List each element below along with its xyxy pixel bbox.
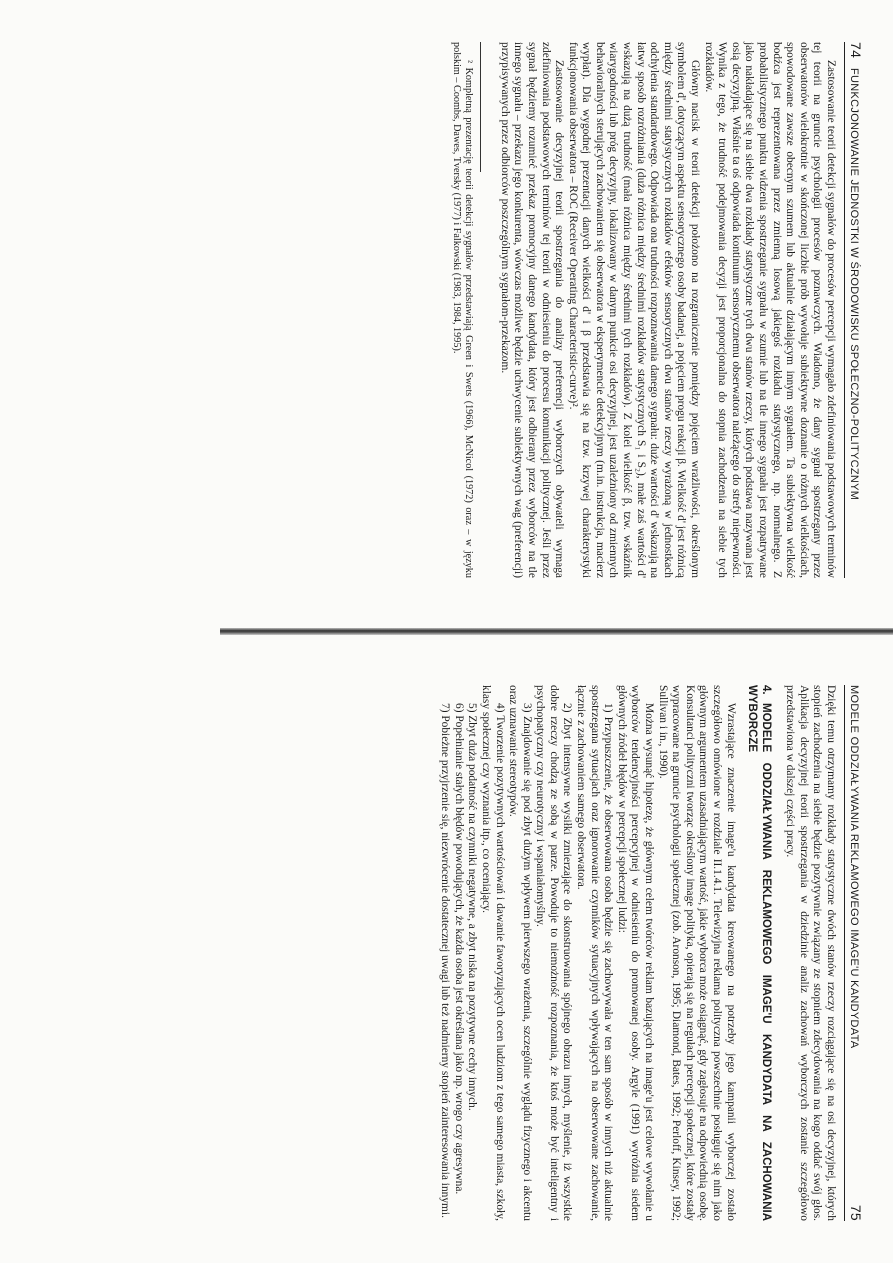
running-head-75 — [844, 685, 867, 1221]
list-item: 6) Popełnianie stałych błędów powodujących, że każda osoba jest określana jako np. wrogo czy agresywna. — [452, 703, 465, 1195]
paragraph: Zastosowanie decyzyjnej teorii spostrzegania do analizy preferencji wyborczych obywateli wymaga zdefiniowania podstawowych terminów tej teorii w odniesieniu do procesu komunikacji politycznej. Jeśli przez sygnał będziemy rozumieć przekaz promocyjny danego kandydata, który jest odbierany przez wyborców na tle innego sygnału – przekazu jego konkurenta, wówczas możliwe będzie uchwycenie subiektywnych wag (preferencji) przypisywanych przez odbiorców poszczególnym sygnałom-przekazom. — [498, 42, 566, 578]
footnote: ² Kompletną prezentację teorii detekcji sygnałów przedstawiają Green i Swets (1966), McNicol (1972) oraz – w języku polskim – Coombs, Dawes, Tversky (1977) i Falkowski (1983, 1984, 1995). — [450, 42, 475, 578]
list-item: 2) Zbyt intensywne wysiłki zmierzające do skonstruowania spójnego obrazu innych, myślenie, iż wszystkie dobre rzeczy chodzą ze sobą w parze. Powoduje to niemożność rozpoznania, że ktoś może być inteligentny i psychopatyczny czy neurotyczny i wspaniałomyślny. — [534, 685, 574, 1221]
page-75 — [0, 643, 893, 1263]
page-75-body — [20, 685, 837, 1221]
running-head-title: FUNKCJONOWANIE JEDNOSTKI W ŚRODOWISKU SPOŁECZNO-POLITYCZNYM — [848, 68, 860, 501]
list-item: 7) Pobieżne przyjrzenie się, niezwrócenie dostatecznej uwagi lub też nadmierny stopień zainteresowania innymi. — [439, 703, 452, 1218]
paragraph: Wzrastające znaczenie image'u kandydata kreowanego na potrzeby jego kampanii wyborczej zostało szczegółowo omówione w rozdziale II.1.4.1. Telewizyjna reklama polityczna powszechnie posługuje się nim jako głównym argumentem uzasadniającym wartość, jakie wyborca może osiągnąć, gdy zagłosuje na odpowiednią osobę. Konsultanci polityczni tworząc określony image polityka, opierają się na regułach percepcji społecznej, które zostały wypracowane na gruncie psychologii społecznej (zob. Aronson, 1995; Diamond, Bates, 1992; Perloff, Kinsey, 1992; Sullivan i in., 1990). — [656, 685, 737, 1221]
section-title: MODELE ODDZIAŁYWANIA REKLAMOWEGO IMAGE'U KANDYDATA NA ZACHOWANIA WYBORCZE — [745, 685, 772, 1221]
footnote-rule — [480, 42, 481, 172]
list-item: 5) Zbyt duża podatność na czynniki negatywne, a zbyt niska na pozytywne cechy innych. — [466, 703, 479, 1111]
paragraph: Główny nacisk w teorii detekcji położono na rozgraniczenie pomiędzy pojęciem wrażliwości, określonym symbolem d', dotyczącym aspektu sensorycznego osoby badanej, a pojęciem progu reakcji β. Wielkość d' jest różnicą między średnimi statystycznych rozkładów efektów sensorycznych dwu stanów rzeczy wyrażoną w jednostkach odchylenia standardowego. Odpowiada ona trudności rozpoznawania danego sygnału: duże wartości d' wskazują na łatwy sposób rozróżniania (duża różnica między średnimi rozkładów statystycznych S₁ i S₂), małe zaś wartości d' wskazują na dużą trudność (mała różnica między średnimi tych rozkładów). Z kolei wielkość β, tzw. wskaźnik wiarygodności lub próg decyzyjny, lokalizowany w danym punkcie osi decyzyjnej, jest uzależniony od zmiennych behawioralnych sterujących zachowaniem się obserwatora w eksperymencie detekcyjnym (m.in. instrukcja, macierz wypłat). Dla wygodnej prezentacji danych wielkości d' i β przedstawia się na tzw. krzywej charakterystyki funkcjonowania obserwatora – ROC (Receiver Operating Characteristic-curve)². — [566, 42, 702, 578]
page-74-body — [20, 42, 837, 578]
list-item: 3) Znajdowanie się pod zbyt dużym wpływem pierwszego wrażenia, szczególnie wyglądu fizycznego i akcentu oraz uznawanie stereotypów. — [507, 685, 533, 1221]
paragraph: Zastosowanie teorii detekcji sygnałów do procesów percepcji wymagało zdefiniowania podstawowych terminów tej teorii na gruncie psychologii procesów poznawczych. Wiadomo, że dany sygnał spostrzegany przez obserwatorów wielokrotnie w skończonej liczbie prób wywołuje subiektywne doznanie o różnych wielkościach, spowodowane zawsze obecnym szumem lub aktualnie działającym innym sygnałem. Ta subiektywna wielkość bodźca jest reprezentowana przez zmienną losową jakiegoś rozkładu statystycznego, np. normalnego. Z probabilistycznego punktu widzenia spostrzeganie sygnału w szumie lub na tle innego sygnału jest rozpatrywane jako nakładające się na siebie dwa rozkłady statystyczne tych dwu stanów rzeczy, których podstawa nazywana jest osią decyzyjną. Właśnie ta oś odpowiada kontinuum sensorycznemu obserwatora należącego do strefy niepewności. Wynika z tego, że trudność podejmowania decyzji jest proporcjonalna do stopnia zachodzenia na siebie tych rozkładów. — [702, 42, 837, 578]
page-number: 75 — [848, 1204, 864, 1221]
list-item: 4) Tworzenie pozytywnych wartościowań i dawanie faworyzujących ocen ludziom z tego samego miasta, szkoły, klasy społecznej czy wyznania itp., co oceniający. — [479, 685, 506, 1221]
paragraph: Można wysunąć hipotezę, że głównym celem twórców reklam bazujących na image'u jest celowe wywołanie u wyborców tendencyjności percepcyjnej w odniesieniu do promowanej osoby. Argyle (1991) wyróżnia siedem głównych źródeł błędów w percepcji społecznej ludzi: — [615, 685, 656, 1221]
page-74-rotated-content — [0, 0, 893, 620]
page-number: 74 — [848, 42, 864, 59]
paragraph: Dzięki temu otrzymamy rozkłady statystyczne dwóch stanów rzeczy rozciągające się na osi decyzyjnej, których stopień zachodzenia na siebie będzie pozytywnie związany ze stopniem zdecydowania na kogo oddać swój głos. Aplikacja decyzyjnej teorii spostrzegania w dziedzinie analiz zachowań wyborczych zostanie szczegółowo przedstawiona w dalszej części pracy. — [784, 685, 837, 1221]
page-75-rotated-content — [0, 643, 893, 1263]
section-number: 4. — [759, 685, 772, 695]
list-item: 1) Przypuszczenie, że obserwowana osoba będzie się zachowywała w ten sam sposób w innych niż aktualnie spostrzegana sytuacjach oraz ignorowanie czynników sytuacyjnych wpływających na obserwowane zachowanie, łącznie z zachowaniem samego obserwatora. — [575, 685, 615, 1221]
section-heading — [745, 685, 773, 1221]
running-head-title: MODELE ODDZIAŁYWANIA REKLAMOWEGO IMAGE'U KANDYDATA — [848, 685, 860, 1049]
book-gutter — [0, 620, 893, 643]
running-head-74 — [844, 42, 867, 578]
page-74 — [0, 0, 893, 620]
gutter-shadow — [220, 628, 893, 635]
